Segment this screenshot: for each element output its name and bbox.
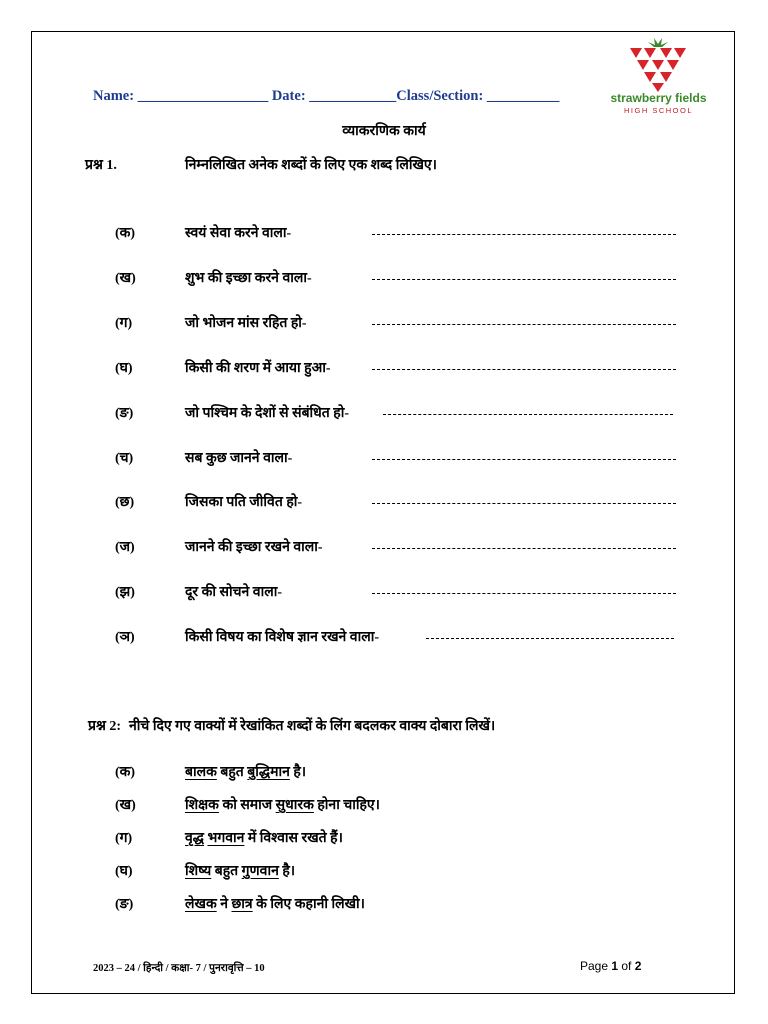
sentence: बालक बहुत बुद्धिमान है। bbox=[185, 765, 307, 780]
sentence: शिक्षक को समाज सुधारक होना चाहिए। bbox=[185, 798, 380, 813]
item-text: शुभ की इच्छा करने वाला- bbox=[185, 271, 312, 286]
q2-item bbox=[0, 762, 768, 782]
student-info-header bbox=[93, 88, 559, 105]
page-title: व्याकरणिक कार्य bbox=[342, 124, 426, 139]
item-label: (ङ) bbox=[115, 406, 134, 421]
name-blank: __________________ bbox=[137, 88, 269, 104]
name-label: Name: bbox=[93, 88, 135, 104]
item-label: (ख) bbox=[115, 271, 136, 286]
answer-line[interactable] bbox=[383, 414, 673, 415]
page-number: Page 1 of 2 bbox=[580, 959, 642, 973]
item-label: (झ) bbox=[115, 585, 135, 600]
underlined-word: शिक्षक bbox=[185, 798, 219, 813]
answer-line[interactable] bbox=[426, 638, 674, 639]
answer-line[interactable] bbox=[372, 234, 676, 235]
page-border bbox=[31, 31, 735, 994]
item-label: (ग) bbox=[115, 316, 133, 331]
strawberry-icon bbox=[628, 36, 688, 92]
q2-item bbox=[0, 828, 768, 848]
q2-item bbox=[0, 861, 768, 881]
answer-line[interactable] bbox=[372, 459, 676, 460]
item-label: (ग) bbox=[115, 831, 133, 846]
item-text: दूर की सोचने वाला- bbox=[185, 585, 282, 600]
underlined-word: सुधारक bbox=[275, 798, 314, 813]
underlined-word: गुणवान bbox=[241, 864, 279, 879]
q1-item bbox=[0, 448, 768, 468]
logo-subtitle: HIGH SCHOOL bbox=[623, 106, 693, 115]
underlined-word: बुद्धिमान bbox=[247, 765, 290, 780]
item-label: (छ) bbox=[115, 495, 135, 510]
answer-line[interactable] bbox=[372, 369, 676, 370]
date-blank: ____________ bbox=[309, 88, 397, 104]
item-label: (च) bbox=[115, 451, 134, 466]
underlined-word: छात्र bbox=[231, 897, 253, 912]
question-1-text: निम्नलिखित अनेक शब्दों के लिए एक शब्द लिखिए। bbox=[185, 158, 437, 173]
q1-item bbox=[0, 358, 768, 378]
item-label: (क) bbox=[115, 226, 136, 241]
logo-name: strawberry fields bbox=[610, 91, 707, 105]
answer-line[interactable] bbox=[372, 324, 676, 325]
item-text: सब कुछ जानने वाला- bbox=[185, 451, 293, 466]
school-logo bbox=[606, 36, 711, 120]
answer-line[interactable] bbox=[372, 503, 676, 504]
q1-item bbox=[0, 492, 768, 512]
sentence: वृद्ध भगवान में विश्वास रखते हैं। bbox=[185, 831, 343, 846]
item-text: जानने की इच्छा रखने वाला- bbox=[185, 540, 323, 555]
underlined-word: भगवान bbox=[207, 831, 245, 846]
item-label: (घ) bbox=[115, 361, 133, 376]
q1-item bbox=[0, 627, 768, 647]
item-text: जिसका पति जीवित हो- bbox=[185, 495, 303, 510]
item-text: जो भोजन मांस रहित हो- bbox=[185, 316, 307, 331]
q1-item bbox=[0, 582, 768, 602]
underlined-word: वृद्ध bbox=[185, 831, 204, 846]
q1-item bbox=[0, 403, 768, 423]
footer-info: 2023 – 24 / हिन्दी / कक्षा- 7 / पुनरावृत्ति – 10 bbox=[93, 963, 265, 974]
item-label: (ङ) bbox=[115, 897, 134, 912]
item-text: जो पश्चिम के देशों से संबंधित हो- bbox=[185, 406, 349, 421]
class-label: Class/Section: bbox=[396, 88, 484, 104]
q1-item bbox=[0, 537, 768, 557]
underlined-word: बालक bbox=[185, 765, 217, 780]
answer-line[interactable] bbox=[372, 593, 676, 594]
q1-item bbox=[0, 268, 768, 288]
q1-item bbox=[0, 223, 768, 243]
class-blank: __________ bbox=[486, 88, 560, 104]
item-label: (ञ) bbox=[115, 630, 135, 645]
item-text: किसी विषय का विशेष ज्ञान रखने वाला- bbox=[185, 630, 379, 645]
answer-line[interactable] bbox=[372, 279, 676, 280]
item-text: किसी की शरण में आया हुआ- bbox=[185, 361, 331, 376]
answer-line[interactable] bbox=[372, 548, 676, 549]
sentence: लेखक ने छात्र के लिए कहानी लिखी। bbox=[185, 897, 365, 912]
sentence: शिष्य बहुत गुणवान है। bbox=[185, 864, 296, 879]
question-1-label: प्रश्न 1. bbox=[85, 158, 117, 173]
item-label: (ज) bbox=[115, 540, 135, 555]
question-2-text: नीचे दिए गए वाक्यों में रेखांकित शब्दों के लिंग बदलकर वाक्य दोबारा लिखें। bbox=[129, 719, 496, 734]
question-2-label: प्रश्न 2: bbox=[88, 719, 122, 734]
underlined-word: लेखक bbox=[185, 897, 217, 912]
underlined-word: शिष्य bbox=[185, 864, 212, 879]
item-text: स्वयं सेवा करने वाला- bbox=[185, 226, 292, 241]
item-label: (ख) bbox=[115, 798, 136, 813]
q2-item bbox=[0, 795, 768, 815]
item-label: (घ) bbox=[115, 864, 133, 879]
question-2 bbox=[88, 716, 495, 735]
item-label: (क) bbox=[115, 765, 136, 780]
date-label: Date: bbox=[271, 88, 306, 104]
q2-item bbox=[0, 894, 768, 914]
q1-item bbox=[0, 313, 768, 333]
